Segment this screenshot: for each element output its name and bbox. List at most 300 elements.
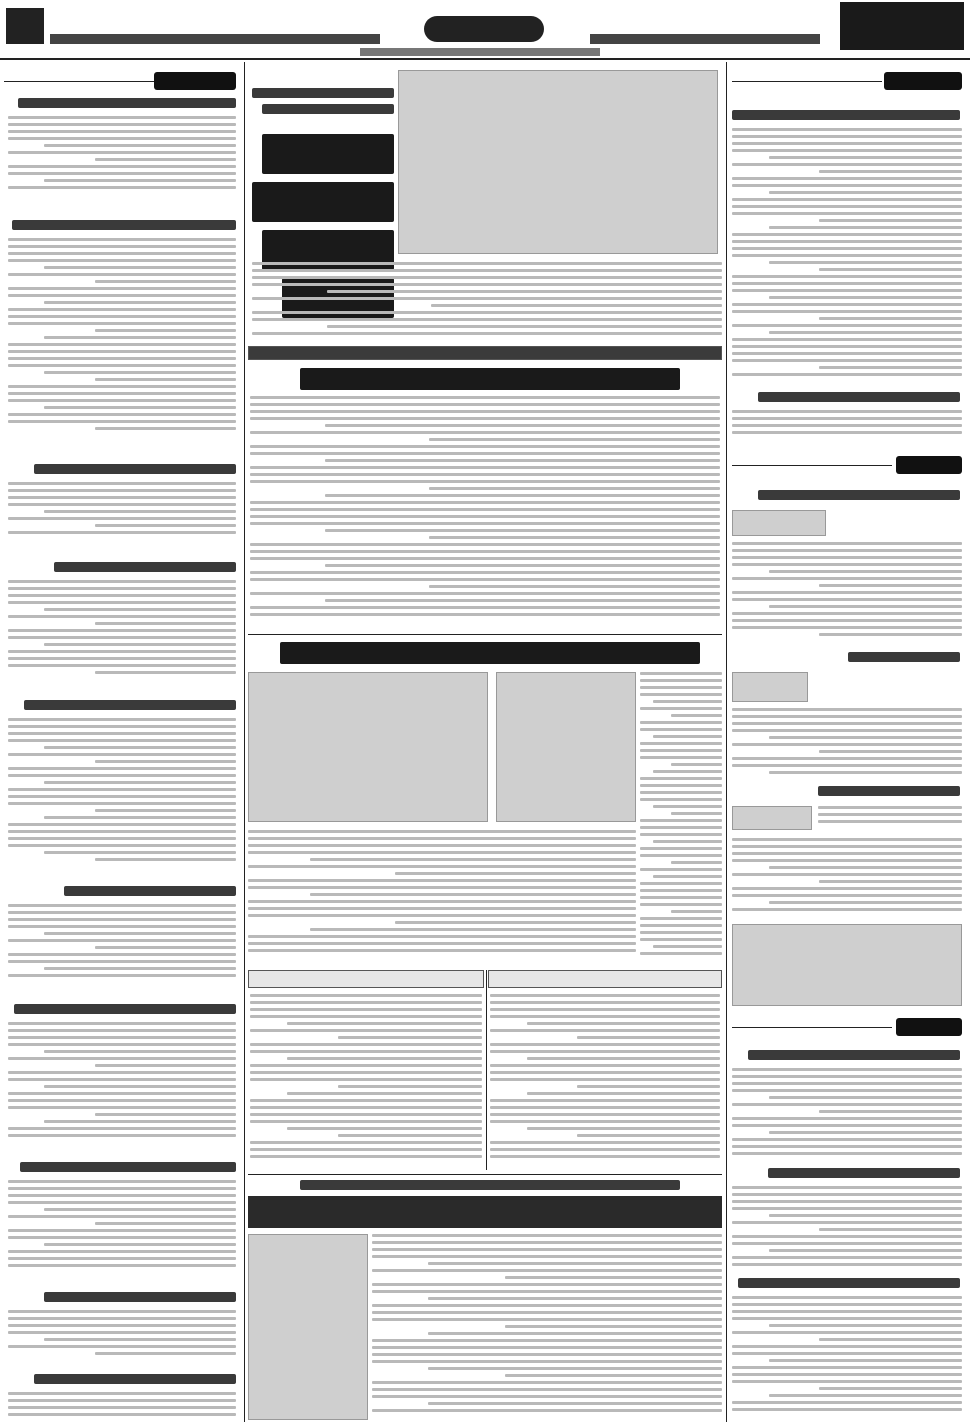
text-line (640, 896, 722, 899)
box-header (488, 970, 722, 988)
left-text (8, 1022, 236, 1142)
text-line (8, 1029, 236, 1032)
text-line (732, 254, 962, 257)
text-line (732, 1310, 962, 1313)
text-line (250, 613, 720, 616)
text-line (732, 247, 962, 250)
article-text (250, 396, 720, 624)
text-line (44, 781, 236, 784)
text-line (527, 1022, 720, 1025)
text-line (95, 280, 236, 283)
text-line (819, 633, 962, 636)
text-line (44, 608, 236, 611)
text-line (769, 1394, 962, 1397)
text-line (252, 276, 722, 279)
photo (248, 1234, 368, 1420)
text-line (252, 283, 722, 286)
text-line (819, 317, 962, 320)
text-line (250, 410, 720, 413)
text-line (8, 1036, 236, 1039)
text-line (8, 753, 236, 756)
text-line (732, 431, 962, 434)
section-rule (248, 1174, 722, 1175)
right-column-tab (896, 1018, 962, 1036)
text-line (490, 1071, 720, 1074)
left-headline (34, 464, 236, 474)
text-line (732, 1263, 962, 1266)
text-line (8, 1399, 236, 1402)
text-line (577, 1036, 720, 1039)
article-kicker-banner (248, 346, 722, 360)
text-line (44, 301, 236, 304)
text-line (8, 137, 236, 140)
text-line (8, 531, 236, 534)
text-line (8, 1099, 236, 1102)
text-line (8, 580, 236, 583)
text-line (769, 1214, 962, 1217)
special-text (372, 1234, 722, 1420)
text-line (8, 650, 236, 653)
text-line (327, 290, 722, 293)
text-line (8, 974, 236, 977)
text-line (8, 308, 236, 311)
text-line (732, 1366, 962, 1369)
text-line (8, 399, 236, 402)
text-line (44, 510, 236, 513)
text-line (640, 707, 722, 710)
text-line (732, 1408, 962, 1411)
left-text (8, 718, 236, 868)
left-column-divider (244, 62, 245, 1422)
text-line (8, 1134, 236, 1137)
right-headline (732, 110, 960, 120)
text-line (8, 1071, 236, 1074)
text-line (8, 788, 236, 791)
text-line (428, 1332, 722, 1335)
left-headline (44, 1292, 236, 1302)
text-line (769, 1359, 962, 1362)
text-line (250, 480, 720, 483)
text-line (8, 252, 236, 255)
text-line (8, 385, 236, 388)
text-line (250, 1148, 482, 1151)
text-line (8, 657, 236, 660)
text-line (732, 1303, 962, 1306)
text-line (732, 163, 962, 166)
text-line (395, 921, 636, 924)
text-line (490, 1141, 720, 1144)
text-line (8, 287, 236, 290)
left-text (8, 580, 236, 680)
text-line (732, 1317, 962, 1320)
text-line (732, 352, 962, 355)
text-line (769, 570, 962, 573)
text-line (653, 805, 722, 808)
text-line (769, 1096, 962, 1099)
text-line (732, 577, 962, 580)
text-line (769, 1131, 962, 1134)
text-line (44, 1120, 236, 1123)
text-line (372, 1395, 722, 1398)
text-line (250, 431, 720, 434)
text-line (8, 357, 236, 360)
text-line (8, 732, 236, 735)
text-line (8, 1310, 236, 1313)
text-line (653, 700, 722, 703)
text-line (8, 1201, 236, 1204)
text-line (8, 123, 236, 126)
text-line (671, 714, 722, 717)
text-line (95, 671, 236, 674)
text-line (769, 226, 962, 229)
left-text (8, 1180, 236, 1272)
text-line (769, 261, 962, 264)
text-line (8, 718, 236, 721)
text-line (44, 144, 236, 147)
text-line (95, 378, 236, 381)
text-line (8, 1250, 236, 1253)
text-line (769, 331, 962, 334)
text-line (732, 1242, 962, 1245)
text-line (95, 1113, 236, 1116)
photo (248, 672, 488, 822)
text-line (8, 151, 236, 154)
text-line (44, 1208, 236, 1211)
text-line (372, 1283, 722, 1286)
text-line (8, 1022, 236, 1025)
text-line (819, 1387, 962, 1390)
masthead-logo (840, 2, 964, 50)
text-line (248, 830, 636, 833)
text-line (732, 184, 962, 187)
text-line (732, 128, 962, 131)
text-line (44, 851, 236, 854)
text-line (252, 269, 722, 272)
text-line (732, 591, 962, 594)
text-line (372, 1381, 722, 1384)
text-line (287, 1057, 482, 1060)
text-line (250, 396, 720, 399)
text-line (95, 427, 236, 430)
text-line (732, 135, 962, 138)
text-line (490, 1015, 720, 1018)
text-line (372, 1255, 722, 1258)
text-line (250, 606, 720, 609)
text-line (8, 496, 236, 499)
text-line (248, 837, 636, 840)
text-line (732, 1221, 962, 1224)
text-line (250, 1029, 482, 1032)
text-line (44, 1338, 236, 1341)
text-line (640, 791, 722, 794)
text-line (95, 524, 236, 527)
right-tab-rule (732, 1027, 892, 1028)
text-line (429, 487, 720, 490)
text-line (250, 550, 720, 553)
text-line (490, 1001, 720, 1004)
text-line (325, 529, 720, 532)
right-text (732, 708, 962, 778)
text-line (8, 259, 236, 262)
text-line (769, 1249, 962, 1252)
text-line (732, 715, 962, 718)
text-line (44, 816, 236, 819)
text-line (732, 1207, 962, 1210)
text-line (325, 459, 720, 462)
text-line (287, 1127, 482, 1130)
text-line (732, 359, 962, 362)
text-line (732, 1145, 962, 1148)
text-line (8, 350, 236, 353)
right-headline (818, 786, 960, 796)
text-line (325, 599, 720, 602)
map-illustration (398, 70, 718, 254)
text-line (640, 756, 722, 759)
box-divider (486, 970, 487, 1170)
text-line (732, 198, 962, 201)
text-line (44, 179, 236, 182)
text-line (248, 851, 636, 854)
text-line (250, 578, 720, 581)
text-line (732, 1200, 962, 1203)
right-text (732, 1186, 962, 1270)
text-line (732, 149, 962, 152)
text-line (577, 1134, 720, 1137)
right-headline (748, 1050, 960, 1060)
text-line (653, 840, 722, 843)
text-line (732, 1152, 962, 1155)
text-line (640, 693, 722, 696)
text-line (8, 939, 236, 942)
text-line (8, 1187, 236, 1190)
text-line (819, 219, 962, 222)
text-line (250, 571, 720, 574)
text-line (732, 1256, 962, 1259)
text-line (252, 297, 722, 300)
text-line (640, 889, 722, 892)
text-line (310, 858, 636, 861)
text-line (490, 1064, 720, 1067)
text-line (819, 1228, 962, 1231)
text-line (732, 1082, 962, 1085)
masthead-rule (0, 58, 970, 60)
text-line (248, 844, 636, 847)
text-line (372, 1388, 722, 1391)
feature-text (252, 262, 722, 342)
text-line (8, 245, 236, 248)
text-line (248, 900, 636, 903)
left-text (8, 482, 236, 542)
text-line (769, 156, 962, 159)
text-line (250, 452, 720, 455)
text-line (248, 914, 636, 917)
text-line (44, 1243, 236, 1246)
text-line (8, 1215, 236, 1218)
article-headline (300, 368, 680, 390)
text-line (252, 262, 722, 265)
text-line (732, 708, 962, 711)
newspaper-logo (732, 806, 812, 830)
text-line (732, 1373, 962, 1376)
text-line (819, 170, 962, 173)
text-line (732, 177, 962, 180)
text-line (8, 795, 236, 798)
text-line (429, 585, 720, 588)
text-line (640, 686, 722, 689)
special-banner (248, 1196, 722, 1228)
left-text (8, 1310, 236, 1360)
text-line (640, 777, 722, 780)
text-line (250, 417, 720, 420)
text-line (527, 1127, 720, 1130)
text-line (287, 1092, 482, 1095)
text-line (640, 847, 722, 850)
text-line (250, 403, 720, 406)
text-line (8, 503, 236, 506)
text-line (769, 901, 962, 904)
text-line (640, 784, 722, 787)
text-line (8, 953, 236, 956)
text-line (527, 1092, 720, 1095)
text-line (732, 275, 962, 278)
text-line (8, 636, 236, 639)
text-line (732, 563, 962, 566)
text-line (732, 310, 962, 313)
text-line (8, 911, 236, 914)
text-line (653, 945, 722, 948)
text-line (250, 1071, 482, 1074)
text-line (819, 268, 962, 271)
text-line (8, 1331, 236, 1334)
text-line (338, 1085, 482, 1088)
center-top-feature (248, 66, 722, 342)
right-text (732, 838, 962, 918)
text-line (250, 592, 720, 595)
text-line (8, 767, 236, 770)
text-line (372, 1339, 722, 1342)
right-column-tab (896, 456, 962, 474)
text-line (429, 536, 720, 539)
text-line (769, 866, 962, 869)
text-line (819, 1338, 962, 1341)
text-line (8, 294, 236, 297)
text-line (95, 158, 236, 161)
text-line (732, 612, 962, 615)
right-tab-rule (732, 81, 882, 82)
text-line (372, 1346, 722, 1349)
text-line (250, 473, 720, 476)
text-line (250, 543, 720, 546)
text-line (372, 1318, 722, 1321)
text-line (338, 1134, 482, 1137)
right-headline (758, 490, 960, 500)
text-line (250, 1008, 482, 1011)
text-line (671, 763, 722, 766)
feature-kicker (252, 88, 394, 98)
text-line (44, 643, 236, 646)
text-line (8, 343, 236, 346)
text-line (732, 1068, 962, 1071)
text-line (8, 413, 236, 416)
text-line (732, 345, 962, 348)
feature-kicker (262, 104, 394, 114)
text-line (8, 960, 236, 963)
text-line (250, 1043, 482, 1046)
text-line (640, 819, 722, 822)
text-line (732, 556, 962, 559)
left-text (8, 238, 236, 438)
text-line (818, 813, 962, 816)
text-line (8, 601, 236, 604)
photo (732, 924, 962, 1006)
text-line (653, 735, 722, 738)
text-line (769, 1324, 962, 1327)
text-line (8, 615, 236, 618)
text-line (640, 826, 722, 829)
right-subhead (758, 392, 960, 402)
text-line (640, 798, 722, 801)
right-text (732, 1296, 962, 1420)
text-line (490, 1078, 720, 1081)
text-line (95, 1064, 236, 1067)
text-line (250, 515, 720, 518)
text-line (769, 191, 962, 194)
text-line (250, 508, 720, 511)
text-line (95, 809, 236, 812)
text-line (429, 438, 720, 441)
text-line (490, 1155, 720, 1158)
left-headline (14, 1004, 236, 1014)
left-headline (18, 98, 236, 108)
text-line (8, 322, 236, 325)
left-headline (34, 1374, 236, 1384)
text-line (8, 172, 236, 175)
text-line (8, 1324, 236, 1327)
text-line (490, 1043, 720, 1046)
masthead-dateline (590, 34, 820, 44)
text-line (44, 406, 236, 409)
text-line (640, 854, 722, 857)
text-line (250, 522, 720, 525)
text-line (490, 1029, 720, 1032)
text-line (732, 1103, 962, 1106)
left-column-tab (154, 72, 236, 90)
text-line (8, 725, 236, 728)
right-text (732, 128, 962, 380)
text-line (490, 1113, 720, 1116)
text-line (640, 952, 722, 955)
text-line (8, 165, 236, 168)
text-line (8, 1317, 236, 1320)
text-line (732, 205, 962, 208)
text-line (732, 1331, 962, 1334)
right-tab-rule (732, 465, 892, 466)
text-line (732, 142, 962, 145)
left-headline (20, 1162, 236, 1172)
text-line (732, 373, 962, 376)
text-line (248, 907, 636, 910)
box-header (248, 970, 484, 988)
text-line (338, 1036, 482, 1039)
text-line (310, 893, 636, 896)
text-line (732, 1345, 962, 1348)
left-headline (54, 562, 236, 572)
box-text (250, 994, 482, 1164)
text-line (95, 1222, 236, 1225)
text-line (640, 749, 722, 752)
text-line (732, 303, 962, 306)
text-line (250, 501, 720, 504)
